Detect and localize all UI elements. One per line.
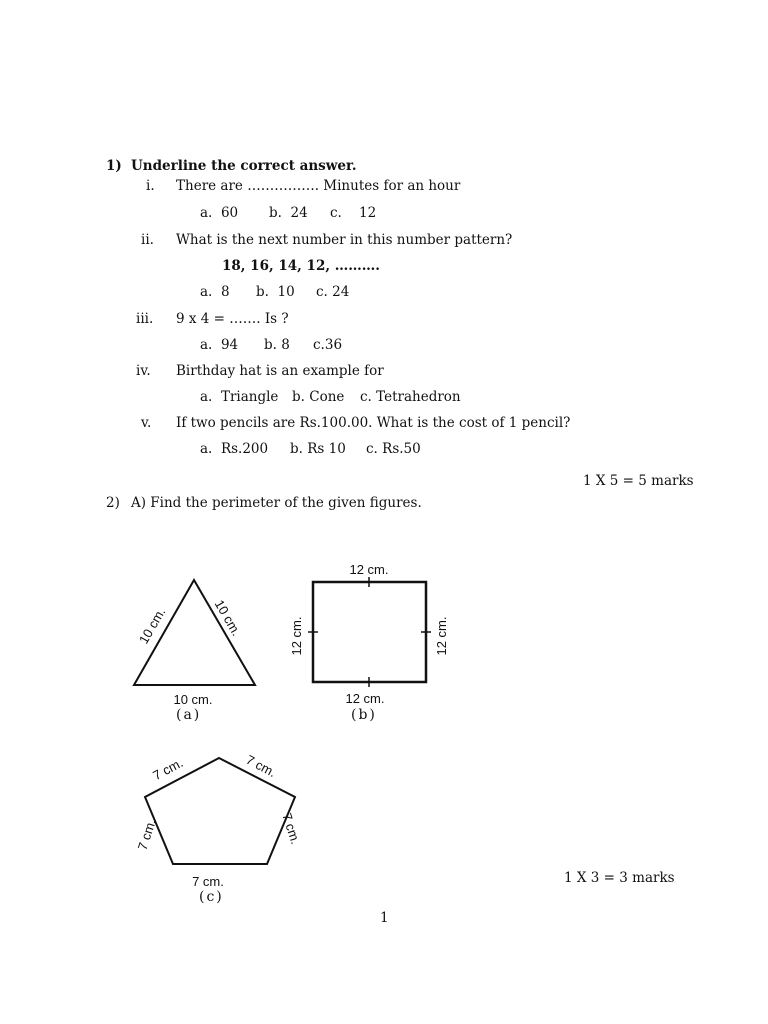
- pentagon-shape: [145, 758, 295, 864]
- option-letter: c.: [360, 389, 372, 405]
- page-number: 1: [380, 910, 389, 926]
- q1-item-text: Birthday hat is an example for: [176, 363, 384, 379]
- square-bottom-label: 12 cm.: [345, 691, 385, 706]
- option[interactable]: [200, 205, 238, 221]
- option-letter: a.: [200, 284, 213, 300]
- option[interactable]: [256, 284, 295, 300]
- option-letter: a.: [200, 441, 213, 457]
- q1-item-number: v.: [141, 415, 152, 431]
- option-letter: c.: [313, 337, 325, 353]
- option-text: Cone: [309, 389, 345, 405]
- pentagon-right-label: 7 cm.: [279, 811, 304, 847]
- q2-marks: 1 X 3 = 3 marks: [564, 870, 675, 886]
- option[interactable]: [269, 205, 308, 221]
- q1-heading: Underline the correct answer.: [131, 158, 357, 174]
- triangle-caption: (a): [176, 707, 202, 723]
- option[interactable]: [366, 441, 421, 457]
- option[interactable]: [200, 284, 230, 300]
- q1-marks: 1 X 5 = 5 marks: [583, 473, 694, 489]
- option-letter: a.: [200, 205, 213, 221]
- option-letter: b.: [290, 441, 303, 457]
- q1-number: 1): [106, 158, 122, 174]
- triangle-base-label: 10 cm.: [173, 692, 213, 707]
- q1-item-number: iii.: [136, 311, 154, 327]
- square-caption: (b): [351, 707, 377, 723]
- option-text: 10: [277, 284, 295, 300]
- option-text: 24: [290, 205, 308, 221]
- q1-item-number: i.: [146, 178, 155, 194]
- pentagon-top-left-label: 7 cm.: [150, 754, 186, 784]
- triangle-shape: [134, 580, 255, 685]
- option-text: 12: [359, 205, 377, 221]
- square-top-label: 12 cm.: [349, 562, 389, 577]
- option-letter: a.: [200, 389, 213, 405]
- square-left-label: 12 cm.: [289, 616, 304, 656]
- q1-item-text: If two pencils are Rs.100.00. What is the cost of 1 pencil?: [176, 415, 571, 431]
- square-right-label: 12 cm.: [434, 616, 449, 656]
- q1-item-text: 9 x 4 = ……. Is ?: [176, 311, 289, 327]
- option[interactable]: [264, 337, 290, 353]
- q2-heading: A) Find the perimeter of the given figures.: [131, 495, 422, 511]
- option-text: 8: [220, 284, 230, 300]
- option-letter: c.: [366, 441, 378, 457]
- option-text: 94: [220, 337, 239, 353]
- option-letter: a.: [200, 337, 213, 353]
- triangle-side-right-label: 10 cm.: [211, 597, 245, 639]
- option-text: Rs 10: [307, 441, 346, 457]
- option[interactable]: [290, 441, 346, 457]
- triangle-side-left-label: 10 cm.: [135, 605, 169, 647]
- option-letter: c.: [330, 205, 342, 221]
- q1-item-text: There are ……………. Minutes for an hour: [176, 178, 461, 194]
- option[interactable]: [360, 389, 461, 405]
- option-letter: b.: [269, 205, 282, 221]
- option[interactable]: [200, 389, 278, 405]
- option[interactable]: [313, 337, 342, 353]
- option[interactable]: [200, 337, 238, 353]
- option-text: Tetrahedron: [376, 389, 461, 405]
- pentagon-left-label: 7 cm.: [134, 817, 159, 853]
- option-text: 36: [324, 337, 343, 353]
- option[interactable]: [292, 389, 344, 405]
- pentagon-caption: (c): [199, 889, 224, 905]
- pentagon-top-right-label: 7 cm.: [243, 751, 279, 781]
- option-text: Triangle: [220, 389, 279, 405]
- option-letter: c.: [316, 284, 328, 300]
- square-shape: [313, 582, 426, 682]
- q2-number: 2): [106, 495, 120, 511]
- q1-item-number: ii.: [141, 232, 154, 248]
- option-letter: b.: [256, 284, 269, 300]
- option[interactable]: [316, 284, 349, 300]
- option-letter: b.: [292, 389, 305, 405]
- option-text: 8: [281, 337, 290, 353]
- option[interactable]: [200, 441, 268, 457]
- q1-item-text: What is the next number in this number pattern?: [176, 232, 513, 248]
- option-text: 24: [332, 284, 350, 300]
- option-text: Rs.200: [220, 441, 269, 457]
- pentagon-bottom-label: 7 cm.: [192, 874, 224, 889]
- option-letter: b.: [264, 337, 277, 353]
- option[interactable]: [330, 205, 376, 221]
- number-pattern: 18, 16, 14, 12, ……….: [222, 258, 380, 274]
- option-text: 60: [220, 205, 239, 221]
- option-text: Rs.50: [382, 441, 421, 457]
- q1-item-number: iv.: [136, 363, 151, 379]
